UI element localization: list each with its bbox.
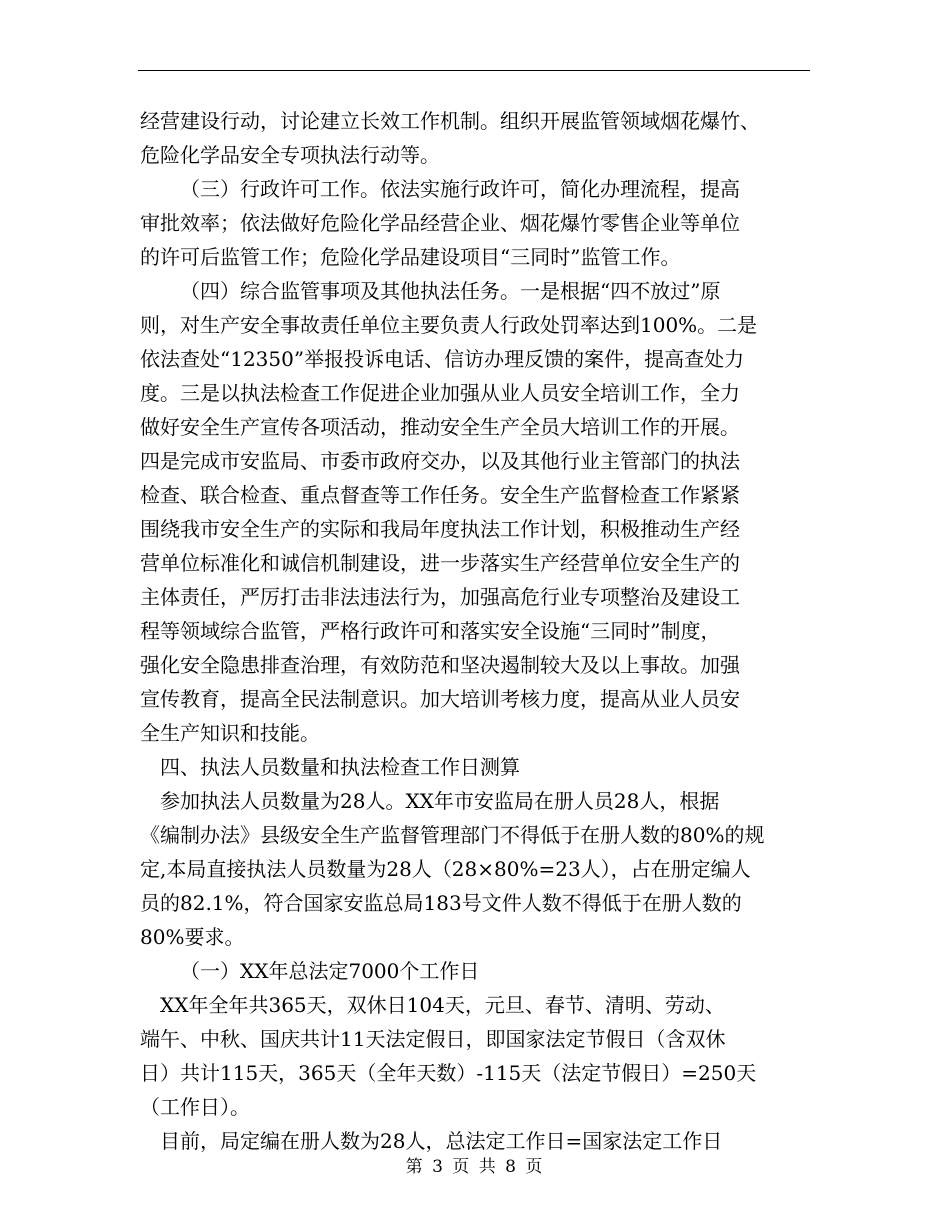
section-heading-line: （三）行政许可工作。依法实施行政许可，简化办理流程，提高 [180,177,740,201]
text-line: 定,本局直接执法人员数量为28人（28×80%=23人），占在册定编人 [140,857,751,881]
document-body [140,104,810,1158]
text-line: 度。三是以执法检查工作促进企业加强从业人员安全培训工作，全力 [140,381,740,405]
text-line: 经营建设行动，讨论建立长效工作机制。组织开展监管领域烟花爆竹、 [140,109,760,133]
text-line: 审批效率；依法做好危险化学品经营企业、烟花爆竹零售企业等单位 [140,211,740,235]
text-line: 程等领域综合监管，严格行政许可和落实安全设施“三同时”制度， [140,619,721,643]
section-heading-line: （四）综合监管事项及其他执法任务。一是根据“四不放过”原 [180,279,721,303]
text-line: 围绕我市安全生产的实际和我局年度执法工作计划，积极推动生产经 [140,517,740,541]
text-line: 则，对生产安全事故责任单位主要负责人行政处罚率达到100%。二是 [140,313,758,337]
text-line: 强化安全隐患排查治理，有效防范和坚决遏制较大及以上事故。加强 [140,653,740,677]
header-rule [138,70,810,71]
text-line: 的许可后监管工作；危险化学品建设项目“三同时”监管工作。 [140,245,681,269]
section-heading-line: 四、执法人员数量和执法检查工作日测算 [160,755,520,779]
text-line: （工作日）。 [140,1095,250,1119]
text-line: 主体责任，严厉打击非法违法行为，加强高危行业专项整治及建设工 [140,585,740,609]
text-line: 参加执法人员数量为28人。XX年市安监局在册人员28人，根据 [160,789,720,813]
text-line: 检查、联合检查、重点督查等工作任务。安全生产监督检查工作紧紧 [140,483,740,507]
text-line: 《编制办法》县级安全生产监督管理部门不得低于在册人数的80%的规 [140,823,765,847]
page-footer: 第 3 页 共 8 页 [405,1157,545,1177]
text-line: 全生产知识和技能。 [140,721,320,745]
text-line: 日）共计115天，365天（全年天数）-115天（法定节假日）=250天 [140,1061,757,1085]
text-line: 做好安全生产宣传各项活动，推动安全生产全员大培训工作的开展。 [140,415,740,439]
text-line: 宣传教育，提高全民法制意识。加大培训考核力度，提高从业人员安 [140,687,740,711]
text-line: 80%要求。 [140,925,245,949]
text-line: XX年全年共365天，双休日104天，元旦、春节、清明、劳动、 [160,993,725,1017]
text-line: 端午、中秋、国庆共计11天法定假日，即国家法定节假日（含双休 [140,1027,726,1051]
text-line: 营单位标准化和诚信机制建设，进一步落实生产经营单位安全生产的 [140,551,740,575]
text-line: 四是完成市安监局、市委市政府交办，以及其他行业主管部门的执法 [140,449,740,473]
section-heading-line: （一）XX年总法定7000个工作日 [180,959,480,983]
text-line: 目前，局定编在册人数为28人，总法定工作日=国家法定工作日 [160,1129,723,1153]
text-line: 危险化学品安全专项执法行动等。 [140,143,440,167]
text-line: 依法查处“12350”举报投诉电话、信访办理反馈的案件，提高查处力 [140,347,745,371]
text-line: 员的82.1%，符合国家安监总局183号文件人数不得低于在册人数的 [140,891,742,915]
